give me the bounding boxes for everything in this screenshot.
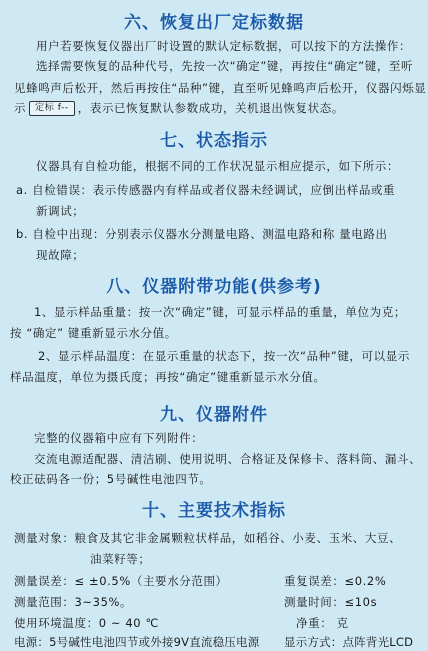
s8-line2: 按 “确定” 键重新显示水分值。 bbox=[10, 326, 177, 340]
s10-error: 测量误差：≤ ±0.5%（主要水分范围） bbox=[14, 574, 228, 588]
section6-title: 六、恢复出厂定标数据 bbox=[124, 13, 304, 33]
s10-net-weight: 净重： 克 bbox=[296, 616, 349, 630]
s6-line3: 见蜂鸣声后松开，然后再按住“品种”键，直至听见蜂鸣声后松开，仪器闪烁显 bbox=[14, 81, 427, 95]
s10-env-temp: 使用环境温度：0 ~ 40 ℃ bbox=[14, 616, 159, 630]
s10-object-line1: 测量对象：粮食及其它非金属颗粒状样品，如稻谷、小麦、玉米、大豆、 bbox=[14, 531, 402, 545]
s10-display: 显示方式：点阵背光LCD bbox=[284, 635, 414, 649]
s6-line2: 选择需要恢复的品种代号，先按一次“确定”键，再按住“确定”键，至听 bbox=[36, 59, 414, 73]
s6-line4 bbox=[14, 100, 344, 116]
s10-repeat-error: 重复误差：≤0.2% bbox=[284, 574, 387, 588]
s8-line3: 2、显示样品温度：在显示重量的状态下，按一次“品种”键，可以显示 bbox=[38, 349, 410, 363]
calibration-display-box: 定标 f-- bbox=[29, 101, 75, 116]
s7-item-b-line1: b. 自检中出现：分别表示仪器水分测量电路、测温电路和称 量电路出 bbox=[16, 227, 388, 241]
s7-item-a-line1: a. 自检错误：表示传感器内有样品或者仪器未经调试，应倒出样品或重 bbox=[16, 183, 396, 197]
section9-title: 九、仪器附件 bbox=[160, 405, 268, 425]
s10-power: 电源：5号碱性电池四节或外接9V直流稳压电源 bbox=[14, 635, 260, 649]
s7-line1: 仪器具有自检功能，根据不同的工作状况显示相应提示，如下所示： bbox=[36, 159, 399, 173]
s10-measure-time: 测量时间：≤10s bbox=[284, 595, 378, 609]
s9-line1: 完整的仪器箱中应有下列附件： bbox=[34, 431, 204, 445]
section10-title: 十、主要技术指标 bbox=[142, 501, 286, 521]
s7-item-b-line2: 现故障； bbox=[36, 248, 85, 262]
s10-range: 测量范围：3~35%。 bbox=[14, 595, 133, 609]
s10-object-line2: 油菜籽等； bbox=[90, 552, 151, 566]
s9-line3: 校正砝码各一份；5号碱性电池四节。 bbox=[10, 472, 212, 486]
s6-line1: 用户若要恢复仪器出厂时设置的默认定标数据，可以按下的方法操作： bbox=[36, 39, 412, 53]
s8-line4: 样品温度，单位为摄氏度；再按“确定”键重新显示水分值。 bbox=[10, 370, 326, 384]
section8-title: 八、仪器附带功能(供参考) bbox=[106, 277, 322, 297]
s8-line1: 1、显示样品重量：按一次“确定”键，可显示样品的重量，单位为克； bbox=[34, 305, 406, 319]
s6-line4-post: ，表示已恢复默认参数成功，关机退出恢复状态。 bbox=[77, 101, 344, 115]
s7-item-a-line2: 新调试； bbox=[36, 204, 85, 218]
section7-title: 七、状态指示 bbox=[160, 131, 268, 151]
s9-line2: 交流电源适配器、清洁刷、使用说明、合格证及保修卡、落料筒、漏斗、 bbox=[34, 452, 422, 466]
s6-line4-pre: 示 bbox=[14, 101, 27, 115]
